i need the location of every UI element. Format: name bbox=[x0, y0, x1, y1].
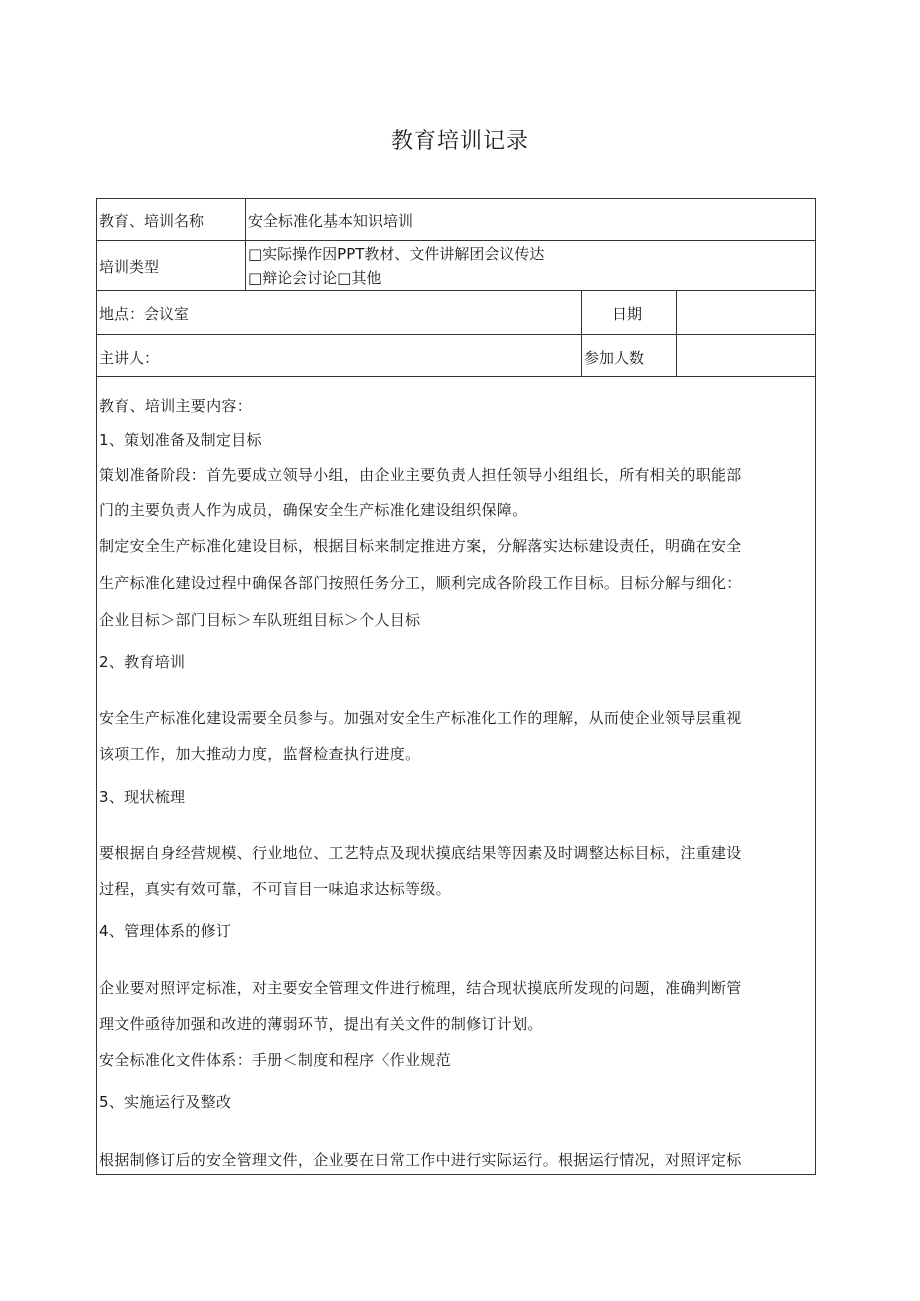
content-line: 制定安全生产标准化建设目标，根据目标来制定推进方案，分解落实达标建设责任，明确在安全 bbox=[99, 537, 742, 555]
content-line: 要根据自身经营规模、行业地位、工艺特点及现状摸底结果等因素及时调整达标目标，注重建设 bbox=[99, 844, 742, 862]
content-line: 4、管理体系的修订 bbox=[99, 922, 232, 940]
attendees-label: 参加人数 bbox=[584, 349, 645, 367]
content-line: 1、策划准备及制定目标 bbox=[99, 431, 262, 449]
content-line: 生产标准化建设过程中确保各部门按照任务分工，顺利完成各阶段工作目标。目标分解与细化： bbox=[99, 574, 742, 592]
type-label: 培训类型 bbox=[99, 258, 160, 276]
content-line: 安全标准化文件体系：手册＜制度和程序〈作业规范 bbox=[99, 1051, 451, 1069]
speaker-label: 主讲人： bbox=[99, 349, 160, 367]
training-record-form bbox=[96, 198, 816, 1175]
location-row bbox=[97, 291, 815, 335]
content-line: 根据制修订后的安全管理文件，企业要在日常工作中进行实际运行。根据运行情况，对照评定标 bbox=[99, 1151, 742, 1169]
content-line: 2、教育培训 bbox=[99, 653, 186, 671]
content-line: 5、实施运行及整改 bbox=[99, 1093, 232, 1111]
content-line: 理文件亟待加强和改进的薄弱环节，提出有关文件的制修订计划。 bbox=[99, 1015, 543, 1033]
content-line: 该项工作，加大推动力度，监督检查执行进度。 bbox=[99, 745, 421, 763]
content-line: 门的主要负责人作为成员，确保安全生产标准化建设组织保障。 bbox=[99, 501, 528, 519]
type-options-line2: □辩论会讨论□其他 bbox=[248, 269, 382, 287]
content-line: 企业目标＞部门目标＞车队班组目标＞个人目标 bbox=[99, 611, 421, 629]
content-heading: 教育、培训主要内容： bbox=[99, 397, 253, 415]
name-value: 安全标准化基本知识培训 bbox=[248, 212, 414, 230]
content-line: 企业要对照评定标准，对主要安全管理文件进行梳理，结合现状摸底所发现的问题，准确判断管 bbox=[99, 979, 742, 997]
content-line: 策划准备阶段：首先要成立领导小组，由企业主要负责人担任领导小组组长，所有相关的职能部 bbox=[99, 466, 742, 484]
name-row bbox=[97, 199, 815, 241]
location-label: 地点：会议室 bbox=[99, 305, 190, 323]
name-label: 教育、培训名称 bbox=[99, 212, 205, 230]
type-options-line1: □实际操作因PPT教材、文件讲解团会议传达 bbox=[248, 245, 545, 263]
speaker-row bbox=[97, 335, 815, 377]
type-row bbox=[97, 241, 815, 291]
content-line: 3、现状梳理 bbox=[99, 788, 186, 806]
date-label: 日期 bbox=[612, 305, 643, 323]
content-line: 安全生产标准化建设需要全员参与。加强对安全生产标准化工作的理解，从而使企业领导层重视 bbox=[99, 709, 742, 727]
content-line: 过程，真实有效可靠，不可盲目一味追求达标等级。 bbox=[99, 880, 451, 898]
page-title: 教育培训记录 bbox=[390, 129, 529, 154]
